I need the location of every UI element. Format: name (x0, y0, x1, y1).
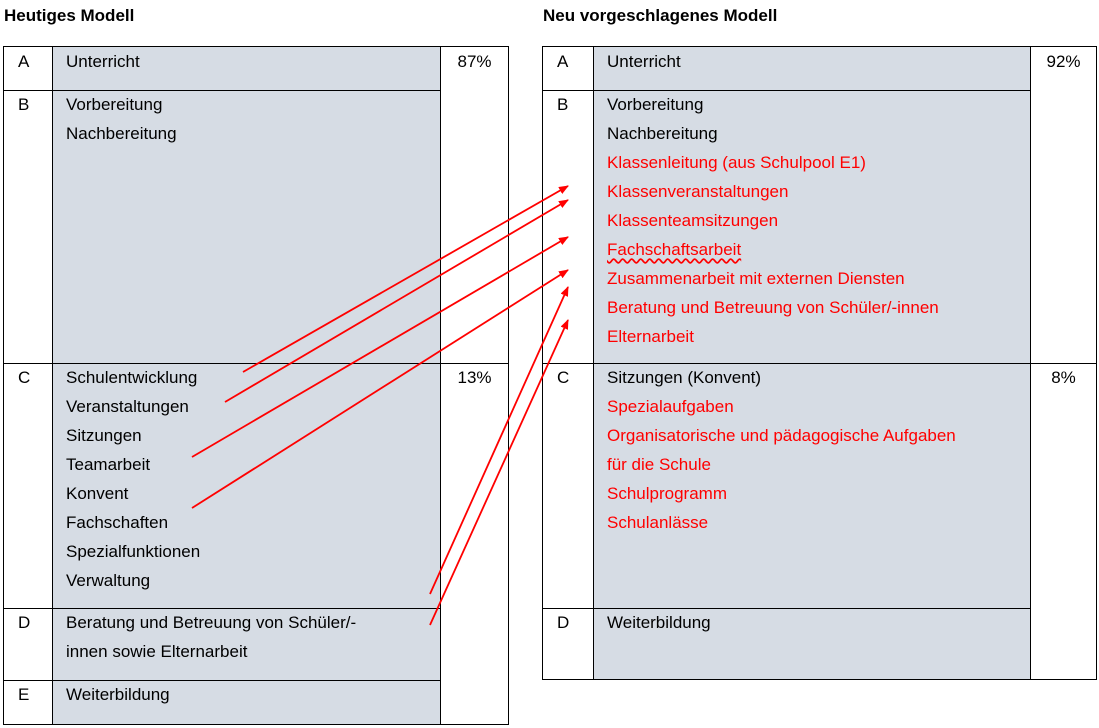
right-item-weiterbildung: Weiterbildung (607, 613, 711, 632)
right-new-item-beratung: Beratung und Betreuung von Schüler/-innen (607, 298, 939, 317)
left-percent-cde: 13% (457, 368, 492, 387)
right-row-b-letter: B (557, 95, 569, 114)
arrow-veranstaltungen (225, 200, 568, 402)
right-row-a-letter: A (557, 52, 569, 71)
right-new-item-klassenleitung: Klassenleitung (aus Schulpool E1) (607, 153, 866, 172)
left-item-konvent: Konvent (66, 484, 129, 503)
right-item-nachbereitung: Nachbereitung (607, 124, 718, 143)
left-item-verwaltung: Verwaltung (66, 571, 151, 590)
right-new-item-fachschaftsarbeit: Fachschaftsarbeit (607, 240, 742, 259)
right-new-item-schulprogramm: Schulprogramm (607, 484, 727, 503)
left-item-veranstaltungen: Veranstaltungen (66, 397, 189, 416)
right-new-item-klassenteamsitzungen: Klassenteamsitzungen (607, 211, 779, 230)
left-item-teamarbeit: Teamarbeit (66, 455, 151, 474)
left-item-weiterbildung: Weiterbildung (66, 685, 170, 704)
left-title: Heutiges Modell (4, 6, 135, 25)
arrow-elternarbeit (430, 320, 568, 625)
right-title: Neu vorgeschlagenes Modell (543, 6, 778, 25)
arrow-beratung (430, 287, 568, 594)
right-new-item-elternarbeit: Elternarbeit (607, 327, 694, 346)
right-new-item-organisatorische: Organisatorische und pädagogische Aufgaben (607, 426, 956, 445)
right-percent-ab: 92% (1046, 52, 1081, 71)
right-item-unterricht: Unterricht (607, 52, 681, 71)
left-item-spezialfunktionen: Spezialfunktionen (66, 542, 201, 561)
right-new-item-klassenveranstaltungen: Klassenveranstaltungen (607, 182, 789, 201)
left-item-schulentwicklung: Schulentwicklung (66, 368, 198, 387)
right-row-d-letter: D (557, 613, 570, 632)
left-row-a-letter: A (18, 52, 30, 71)
right-row-c-letter: C (557, 368, 570, 387)
left-item-beratung-1: Beratung und Betreuung von Schüler/- (66, 613, 357, 632)
arrow-schulentwicklung (243, 186, 568, 372)
arrow-teamarbeit (192, 237, 568, 457)
left-item-nachbereitung: Nachbereitung (66, 124, 177, 143)
left-row-b-letter: B (18, 95, 30, 114)
right-new-item-fuer-die-schule: für die Schule (607, 455, 711, 474)
left-item-fachschaften: Fachschaften (66, 513, 169, 532)
left-item-unterricht: Unterricht (66, 52, 140, 71)
left-row-e-letter: E (18, 685, 30, 704)
left-row-d-letter: D (18, 613, 31, 632)
right-item-vorbereitung: Vorbereitung (607, 95, 704, 114)
right-new-item-zusammenarbeit: Zusammenarbeit mit externen Diensten (607, 269, 905, 288)
left-item-sitzungen: Sitzungen (66, 426, 142, 445)
left-item-beratung-2: innen sowie Elternarbeit (66, 642, 248, 661)
right-new-item-spezialaufgaben: Spezialaufgaben (607, 397, 734, 416)
right-item-sitzungen-konvent: Sitzungen (Konvent) (607, 368, 762, 387)
right-percent-cd: 8% (1051, 368, 1076, 387)
right-new-item-schulanlaesse: Schulanlässe (607, 513, 709, 532)
left-item-vorbereitung: Vorbereitung (66, 95, 163, 114)
left-percent-ab: 87% (457, 52, 492, 71)
left-row-c-letter: C (18, 368, 31, 387)
